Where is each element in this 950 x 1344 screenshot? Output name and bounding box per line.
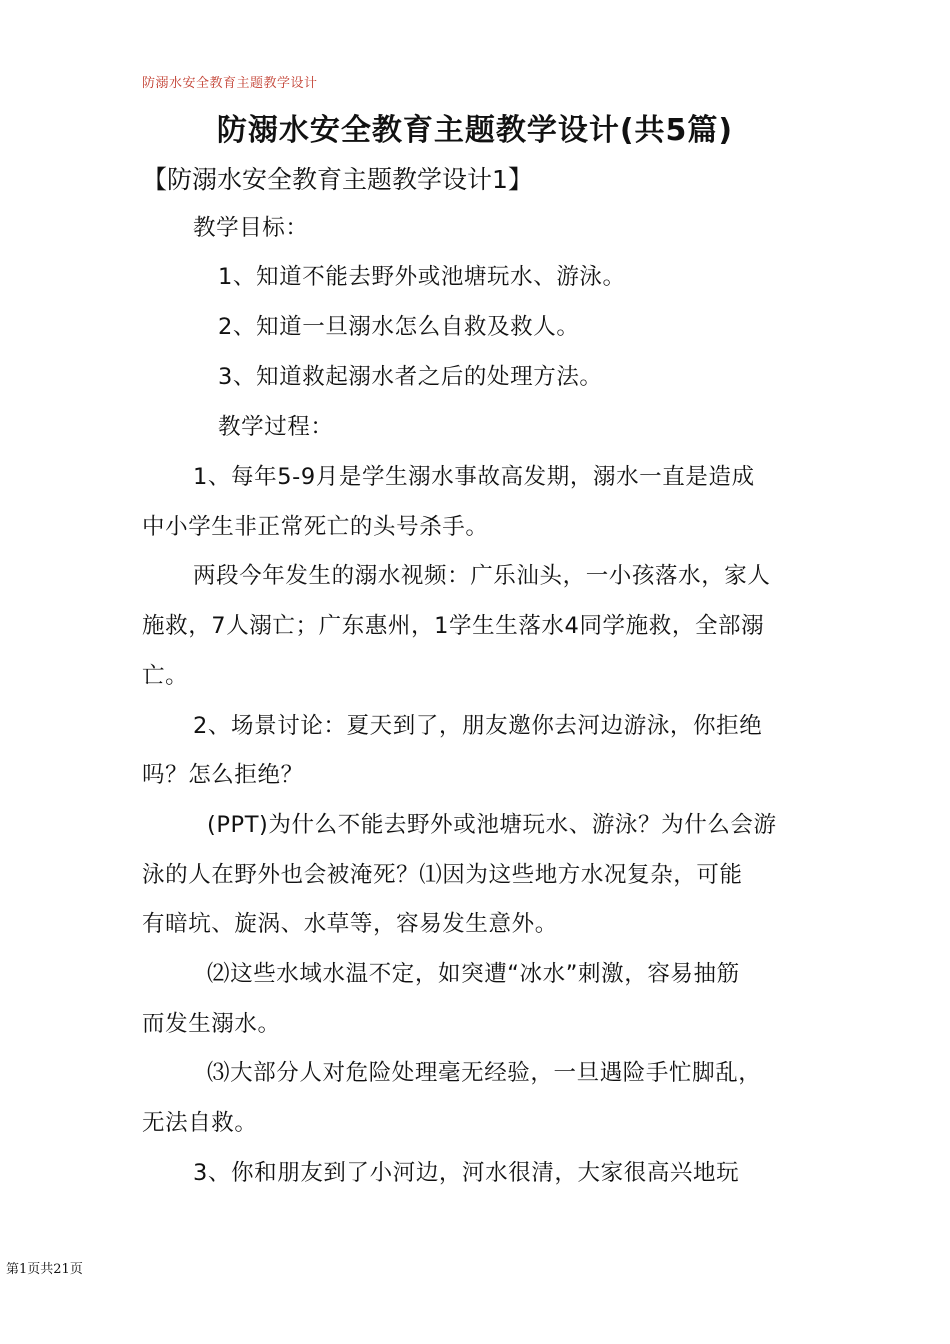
paragraph-line: 1、知道不能去野外或池塘玩水、游泳。 [218, 264, 626, 290]
paragraph-line: 泳的人在野外也会被淹死？⑴因为这些地方水况复杂，可能 [142, 862, 743, 888]
paragraph-line: 无法自救。 [142, 1110, 258, 1136]
paragraph-line: ⑵这些水域水温不定，如突遭“冰水”刺激，容易抽筋 [207, 961, 740, 987]
paragraph-line: 2、知道一旦溺水怎么自救及救人。 [218, 314, 580, 340]
paragraph-line: 教学过程： [218, 414, 334, 440]
paragraph-line: 而发生溺水。 [142, 1011, 281, 1037]
paragraph-line: 亡。 [142, 663, 189, 689]
paragraph-line: 2、场景讨论：夏天到了，朋友邀你去河边游泳，你拒绝 [193, 713, 763, 739]
paragraph-line: 教学目标： [193, 215, 309, 241]
paragraph-line: 两段今年发生的溺水视频：广乐汕头，一小孩落水，家人 [193, 563, 771, 589]
paragraph-line: ⑶大部分人对危险处理毫无经验，一旦遇险手忙脚乱， [207, 1060, 762, 1086]
paragraph-line: 3、你和朋友到了小河边，河水很清，大家很高兴地玩 [193, 1160, 740, 1186]
paragraph-line: 有暗坑、旋涡、水草等，容易发生意外。 [142, 911, 558, 937]
running-header: 防溺水安全教育主题教学设计 [142, 76, 318, 91]
paragraph-line: 1、每年5-9月是学生溺水事故高发期，溺水一直是造成 [193, 464, 755, 490]
section-title: 【防溺水安全教育主题教学设计1】 [142, 165, 533, 194]
paragraph-line: (PPT)为什么不能去野外或池塘玩水、游泳？为什么会游 [207, 812, 777, 838]
paragraph-line: 吗？怎么拒绝？ [142, 762, 304, 788]
paragraph-line: 3、知道救起溺水者之后的处理方法。 [218, 364, 603, 390]
paragraph-line: 施救，7人溺亡；广东惠州，1学生生落水4同学施救，全部溺 [142, 613, 765, 639]
document-title: 防溺水安全教育主题教学设计(共5篇) [216, 113, 734, 148]
page-number: 第1页共21页 [6, 1262, 83, 1277]
paragraph-line: 中小学生非正常死亡的头号杀手。 [142, 514, 489, 540]
